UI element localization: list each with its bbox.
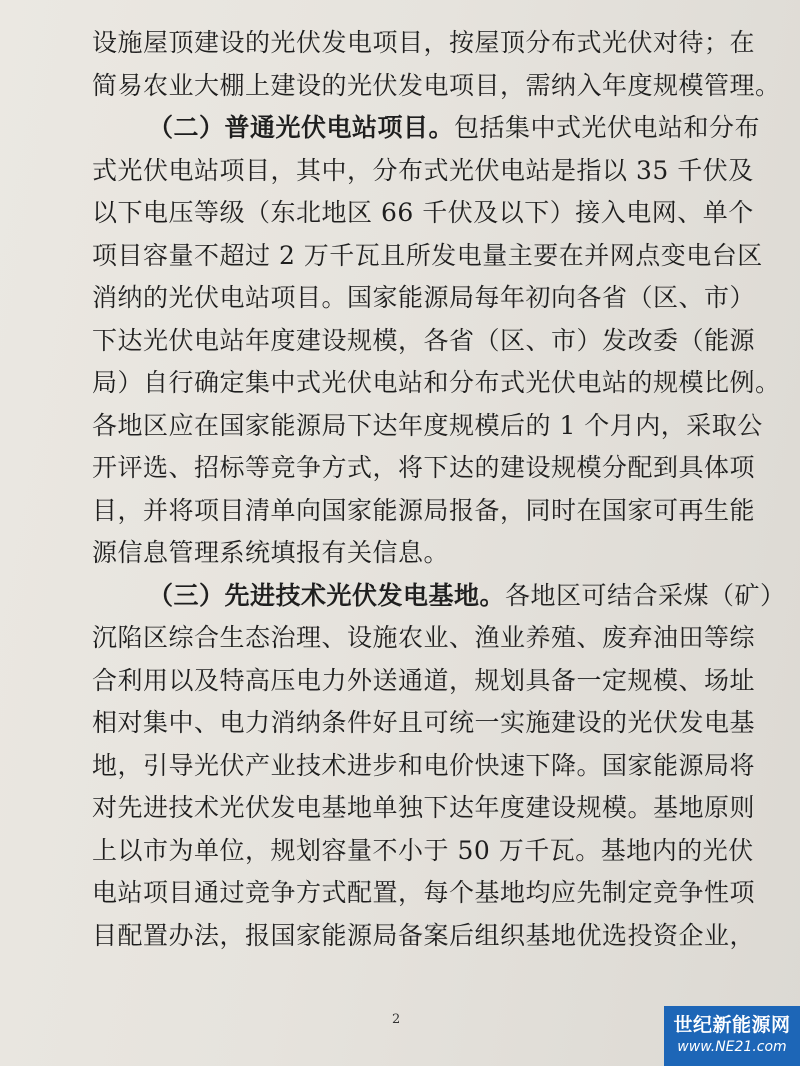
watermark-url: www.NE21.com: [677, 1039, 787, 1055]
text-line: 设施屋顶建设的光伏发电项目，按屋顶分布式光伏对待；在: [92, 28, 756, 57]
text-line: 目配置办法，报国家能源局备案后组织基地优选投资企业，: [92, 920, 756, 950]
section-heading: （三）先进技术光伏发电基地。: [148, 580, 506, 610]
text-line: 沉陷区综合生态治理、设施农业、渔业养殖、废弃油田等综: [92, 623, 756, 652]
text-line: 电站项目通过竞争方式配置，每个基地均应先制定竞争性项: [92, 878, 756, 907]
text-line: 相对集中、电力消纳条件好且可统一实施建设的光伏发电基: [92, 708, 756, 737]
text-line: 各地区应在国家能源局下达年度规模后的 1 个月内，采取公: [92, 410, 763, 440]
watermark-title: 世纪新能源网: [673, 1014, 791, 1036]
section-heading-line: （三）先进技术光伏发电基地。各地区可结合采煤（矿）: [148, 580, 786, 610]
text-line: 式光伏电站项目，其中，分布式光伏电站是指以 35 千伏及: [92, 155, 754, 185]
text-line: 地，引导光伏产业技术进步和电价快速下降。国家能源局将: [92, 750, 756, 780]
watermark-logo: [664, 1006, 800, 1066]
text-line: 上以市为单位，规划容量不小于 50 万千瓦。基地内的光伏: [92, 835, 754, 865]
text-line: 合利用以及特高压电力外送通道，规划具备一定规模、场址: [92, 665, 756, 695]
text-line: 目，并将项目清单向国家能源局报备，同时在国家可再生能: [92, 495, 756, 525]
text-line: 对先进技术光伏发电基地单独下达年度建设规模。基地原则: [92, 793, 756, 822]
document-body: [92, 22, 786, 957]
text-line: 源信息管理系统填报有关信息。: [92, 538, 450, 567]
text-line: 项目容量不超过 2 万千瓦且所发电量主要在并网点变电台区: [92, 240, 763, 270]
text-line: 局）自行确定集中式光伏电站和分布式光伏电站的规模比例。: [92, 368, 781, 397]
section-heading-line: （二）普通光伏电站项目。包括集中式光伏电站和分布: [148, 113, 761, 142]
section-heading: （二）普通光伏电站项目。: [148, 113, 455, 142]
text-line: 简易农业大棚上建设的光伏发电项目，需纳入年度规模管理。: [92, 70, 781, 100]
text-line: 消纳的光伏电站项目。国家能源局每年初向各省（区、市）: [92, 283, 756, 312]
text-line: 以下电压等级（东北地区 66 千伏及以下）接入电网、单个: [92, 198, 754, 227]
text-line: 开评选、招标等竞争方式，将下达的建设规模分配到具体项: [92, 453, 756, 482]
page-number: 2: [392, 1012, 401, 1027]
text-line: 下达光伏电站年度建设规模，各省（区、市）发改委（能源: [92, 325, 756, 355]
